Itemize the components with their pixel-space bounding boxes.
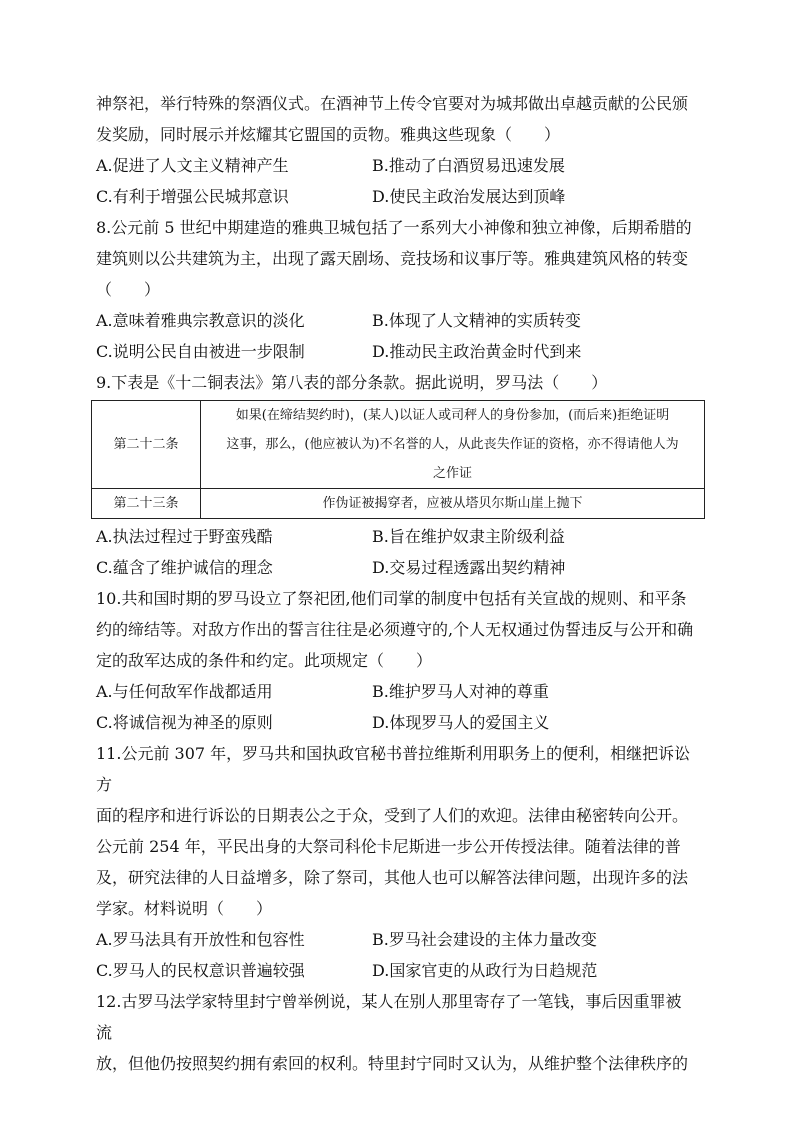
question-stem-line: 放，但他仍按照契约拥有索回的权利。特里封宁同时又认为，从维护整个法律秩序的 bbox=[96, 1054, 689, 1073]
option-a: A.执法过程过于野蛮残酷 bbox=[96, 527, 273, 546]
option-row bbox=[96, 707, 696, 738]
question-stem-line: 及，研究法律的人日益增多，除了祭司，其他人也可以解答法律问题，出现许多的法 bbox=[96, 868, 689, 887]
article-text bbox=[201, 489, 705, 519]
question-stem-line: 神祭祀，举行特殊的祭酒仪式。在酒神节上传令官要对为城邦做出卓越贡献的公民颁 bbox=[96, 94, 689, 113]
question-stem-line: 11.公元前 307 年，罗马共和国执政官秘书普拉维斯利用职务上的便利，相继把诉讼方 bbox=[96, 744, 691, 794]
option-d: D.使民主政治发展达到顶峰 bbox=[372, 187, 566, 206]
option-d: D.体现罗马人的爱国主义 bbox=[372, 713, 550, 732]
option-c: C.将诚信视为神圣的原则 bbox=[96, 713, 273, 732]
question-stem-line: 建筑则以公共建筑为主，出现了露天剧场、竞技场和议事厅等。雅典建筑风格的转变 bbox=[96, 249, 689, 268]
article-text-line: 如果(在缔结契约时)，(某人)以证人或司秤人的身份参加，(而后来)拒绝证明 bbox=[235, 408, 670, 423]
question-stem-line: 12.古罗马法学家特里封宁曾举例说，某人在别人那里寄存了一笔钱，事后因重罪被流 bbox=[96, 992, 682, 1042]
law-articles-table bbox=[91, 400, 705, 519]
table-row bbox=[92, 401, 705, 489]
article-text-line: 这事，那么，(他应被认为)不名誉的人，从此丧失作证的资格，亦不得请他人为 bbox=[226, 437, 679, 452]
option-a: A.与任何敌军作战都适用 bbox=[96, 682, 273, 701]
question-stem-line: （ ） bbox=[96, 280, 161, 299]
question-stem-line: 学家。材料说明（ ） bbox=[96, 899, 273, 918]
option-d: D.交易过程透露出契约精神 bbox=[372, 558, 566, 577]
option-c: C.说明公民自由被进一步限制 bbox=[96, 342, 305, 361]
option-row bbox=[96, 181, 696, 212]
option-row bbox=[96, 305, 696, 336]
option-row bbox=[96, 924, 696, 955]
question-list bbox=[96, 88, 696, 1079]
article-text-line: 作伪证被揭穿者，应被从塔贝尔斯山崖上抛下 bbox=[322, 496, 583, 511]
article-number: 第二十二条 bbox=[92, 401, 201, 489]
option-row bbox=[96, 336, 696, 367]
option-a: A.罗马法具有开放性和包容性 bbox=[96, 930, 305, 949]
question-11 bbox=[96, 738, 696, 986]
question-stem-line: 10.共和国时期的罗马设立了祭祀团,他们司掌的制度中包括有关宣战的规则、和平条 bbox=[96, 589, 687, 608]
option-d: D.推动民主政治黄金时代到来 bbox=[372, 342, 582, 361]
question-8 bbox=[96, 212, 696, 367]
option-c: C.蕴含了维护诚信的理念 bbox=[96, 558, 273, 577]
question-stem-line: 9.下表是《十二铜表法》第八表的部分条款。据此说明，罗马法（ ） bbox=[96, 373, 608, 392]
article-number: 第二十三条 bbox=[92, 489, 201, 519]
option-row bbox=[96, 521, 696, 552]
question-12 bbox=[96, 986, 696, 1079]
option-b: B.旨在维护奴隶主阶级利益 bbox=[372, 527, 565, 546]
question-stem-line: 约的缔结等。对敌方作出的誓言往往是必须遵守的,个人无权通过伪誓违反与公开和确 bbox=[96, 620, 694, 639]
question-stem-line: 公元前 254 年，平民出身的大祭司科伦卡尼斯进一步公开传授法律。随着法律的普 bbox=[96, 837, 681, 856]
table-row bbox=[92, 489, 705, 519]
option-b: B.维护罗马人对神的尊重 bbox=[372, 682, 549, 701]
option-a: A.促进了人文主义精神产生 bbox=[96, 156, 289, 175]
option-b: B.体现了人文精神的实质转变 bbox=[372, 311, 581, 330]
question-stem-line: 面的程序和进行诉讼的日期表公之于众，受到了人们的欢迎。法律由秘密转向公开。 bbox=[96, 806, 689, 825]
question-10 bbox=[96, 583, 696, 738]
question-stem-line: 发奖励，同时展示并炫耀其它盟国的贡物。雅典这些现象（ ） bbox=[96, 125, 561, 144]
option-d: D.国家官吏的从政行为日趋规范 bbox=[372, 961, 598, 980]
option-b: B.罗马社会建设的主体力量改变 bbox=[372, 930, 597, 949]
option-row bbox=[96, 676, 696, 707]
option-row bbox=[96, 552, 696, 583]
option-a: A.意味着雅典宗教意识的淡化 bbox=[96, 311, 305, 330]
article-text bbox=[201, 401, 705, 489]
option-c: C.有利于增强公民城邦意识 bbox=[96, 187, 289, 206]
option-row bbox=[96, 150, 696, 181]
question-stem-line: 定的敌军达成的条件和约定。此项规定（ ） bbox=[96, 651, 433, 670]
question-7-continued bbox=[96, 88, 696, 212]
article-text-line: 之作证 bbox=[432, 466, 472, 481]
option-row bbox=[96, 955, 696, 986]
option-c: C.罗马人的民权意识普遍较强 bbox=[96, 961, 305, 980]
option-b: B.推动了白酒贸易迅速发展 bbox=[372, 156, 565, 175]
question-9 bbox=[96, 367, 696, 583]
question-stem-line: 8.公元前 5 世纪中期建造的雅典卫城包括了一系列大小神像和独立神像，后期希腊的 bbox=[96, 218, 692, 237]
